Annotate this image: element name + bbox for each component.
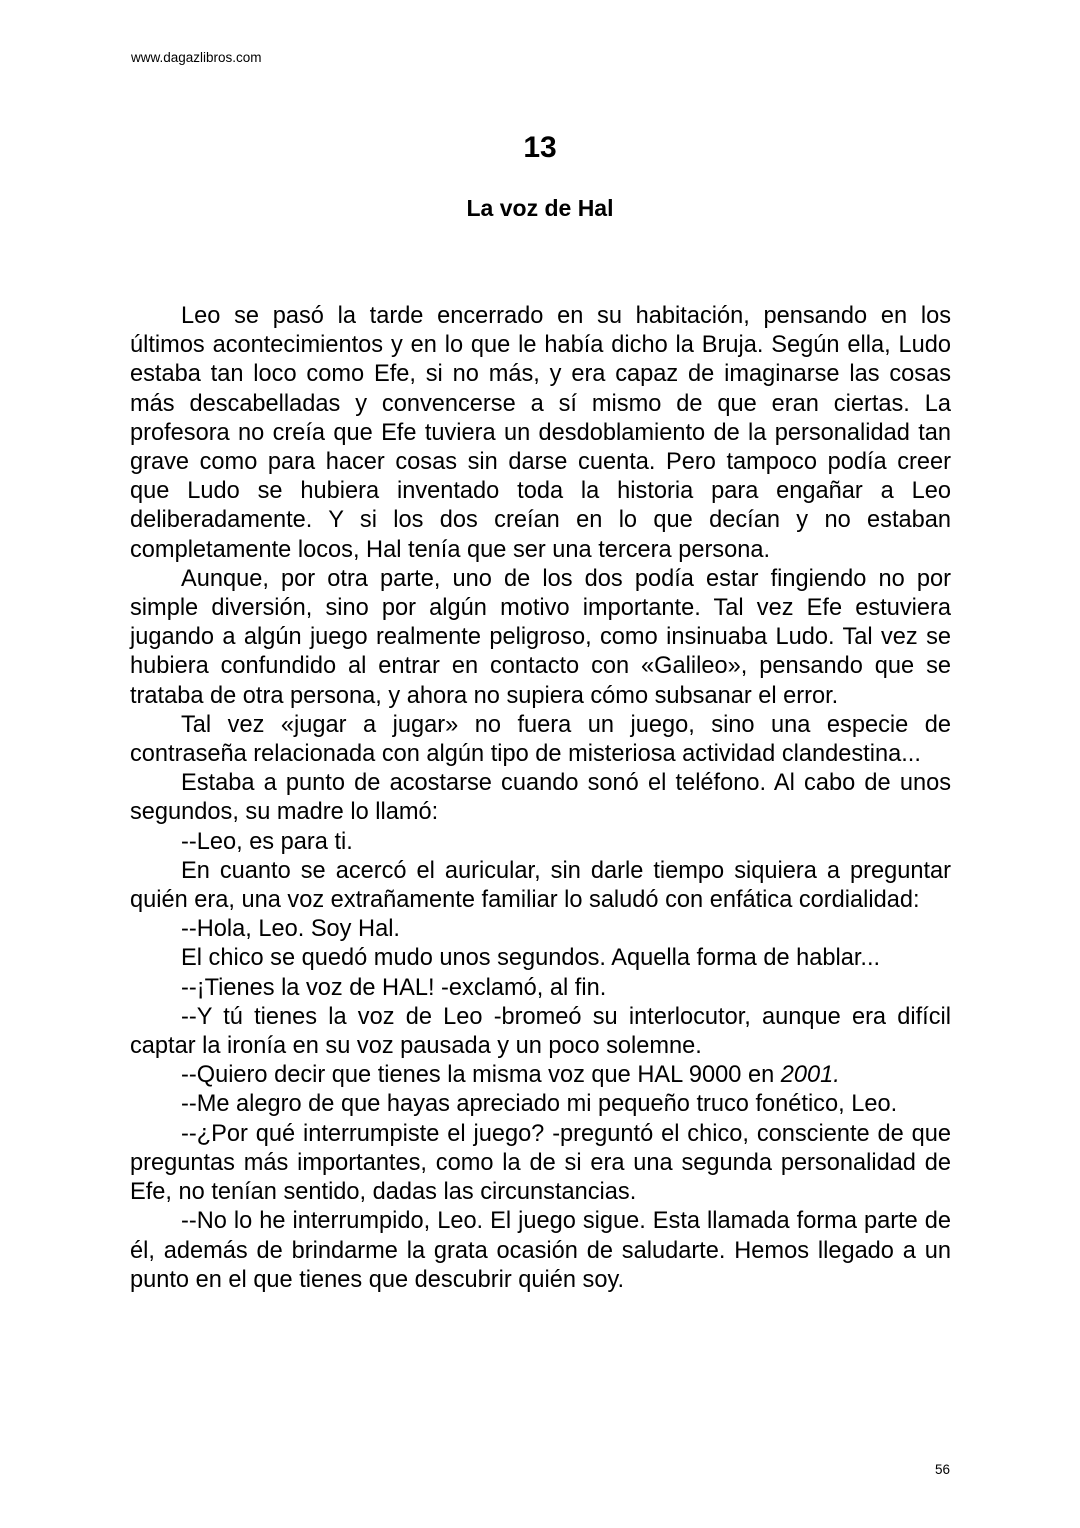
chapter-body bbox=[130, 302, 951, 1295]
paragraph: --Y tú tienes la voz de Leo -bromeó su interlocutor, aunque era difícil captar la ironía en su voz pausada y un poco solemne. bbox=[130, 1003, 951, 1060]
paragraph: --Me alegro de que hayas apreciado mi pequeño truco fonético, Leo. bbox=[181, 1091, 898, 1118]
paragraph: Tal vez «jugar a jugar» no fuera un juego, sino una especie de contraseña relacionada con algún tipo de misteriosa actividad clandestina... bbox=[130, 711, 951, 768]
website-url: www.dagazlibros.com bbox=[131, 50, 262, 65]
paragraph: En cuanto se acercó el auricular, sin darle tiempo siquiera a preguntar quién era, una voz extrañamente familiar lo saludó con enfática cordialidad: bbox=[130, 857, 951, 914]
paragraph: --¿Por qué interrumpiste el juego? -preguntó el chico, consciente de que preguntas más importantes, como la de si era una segunda personalidad de Efe, no tenían sentido, dadas las circunstancias. bbox=[130, 1120, 951, 1206]
paragraph: --Hola, Leo. Soy Hal. bbox=[181, 916, 400, 943]
film-title-emphasis: 2001. bbox=[780, 1062, 840, 1089]
paragraph: Leo se pasó la tarde encerrado en su habitación, pensando en los últimos acontecimientos y en lo que le había dicho la Bruja. Según ella, Ludo estaba tan loco como Efe, si no más, y era capaz de imaginarse las cosas más descabelladas y convencerse a sí mismo de que eran ciertas. La profesora no creía que Efe tuviera un desdoblamiento de la personalidad tan grave como para hacer cosas sin darse cuenta. Pero tampoco podía creer que Ludo se hubiera inventado toda la historia para engañar a Leo deliberadamente. Y si los dos creían en lo que decían y no estaban completamente locos, Hal tenía que ser una tercera persona. bbox=[130, 303, 951, 563]
page-number: 56 bbox=[934, 1462, 950, 1477]
paragraph: Aunque, por otra parte, uno de los dos podía estar fingiendo no por simple diversión, sino por algún motivo importante. Tal vez Efe estuviera jugando a algún juego realmente peligroso, como insinuaba Ludo. Tal vez se hubiera confundido al entrar en contacto con «Galileo», pensando que se trataba de otra persona, y ahora no supiera cómo subsanar el error. bbox=[130, 565, 951, 709]
paragraph: Estaba a punto de acostarse cuando sonó el teléfono. Al cabo de unos segundos, su madre lo llamó: bbox=[130, 770, 951, 826]
paragraph: El chico se quedó mudo unos segundos. Aquella forma de hablar... bbox=[181, 945, 881, 972]
paragraph: --Leo, es para ti. bbox=[181, 828, 353, 855]
paragraph: --¡Tienes la voz de HAL! -exclamó, al fin. bbox=[181, 974, 607, 1001]
chapter-number: 13 bbox=[523, 131, 557, 164]
paragraph: --No lo he interrumpido, Leo. El juego sigue. Esta llamada forma parte de él, además de brindarme la grata ocasión de saludarte. Hemos llegado a un punto en el que tienes que descubrir quién soy. bbox=[130, 1208, 951, 1293]
chapter-title: La voz de Hal bbox=[466, 195, 614, 221]
paragraph: --Quiero decir que tienes la misma voz que HAL 9000 en 2001. bbox=[181, 1062, 840, 1089]
